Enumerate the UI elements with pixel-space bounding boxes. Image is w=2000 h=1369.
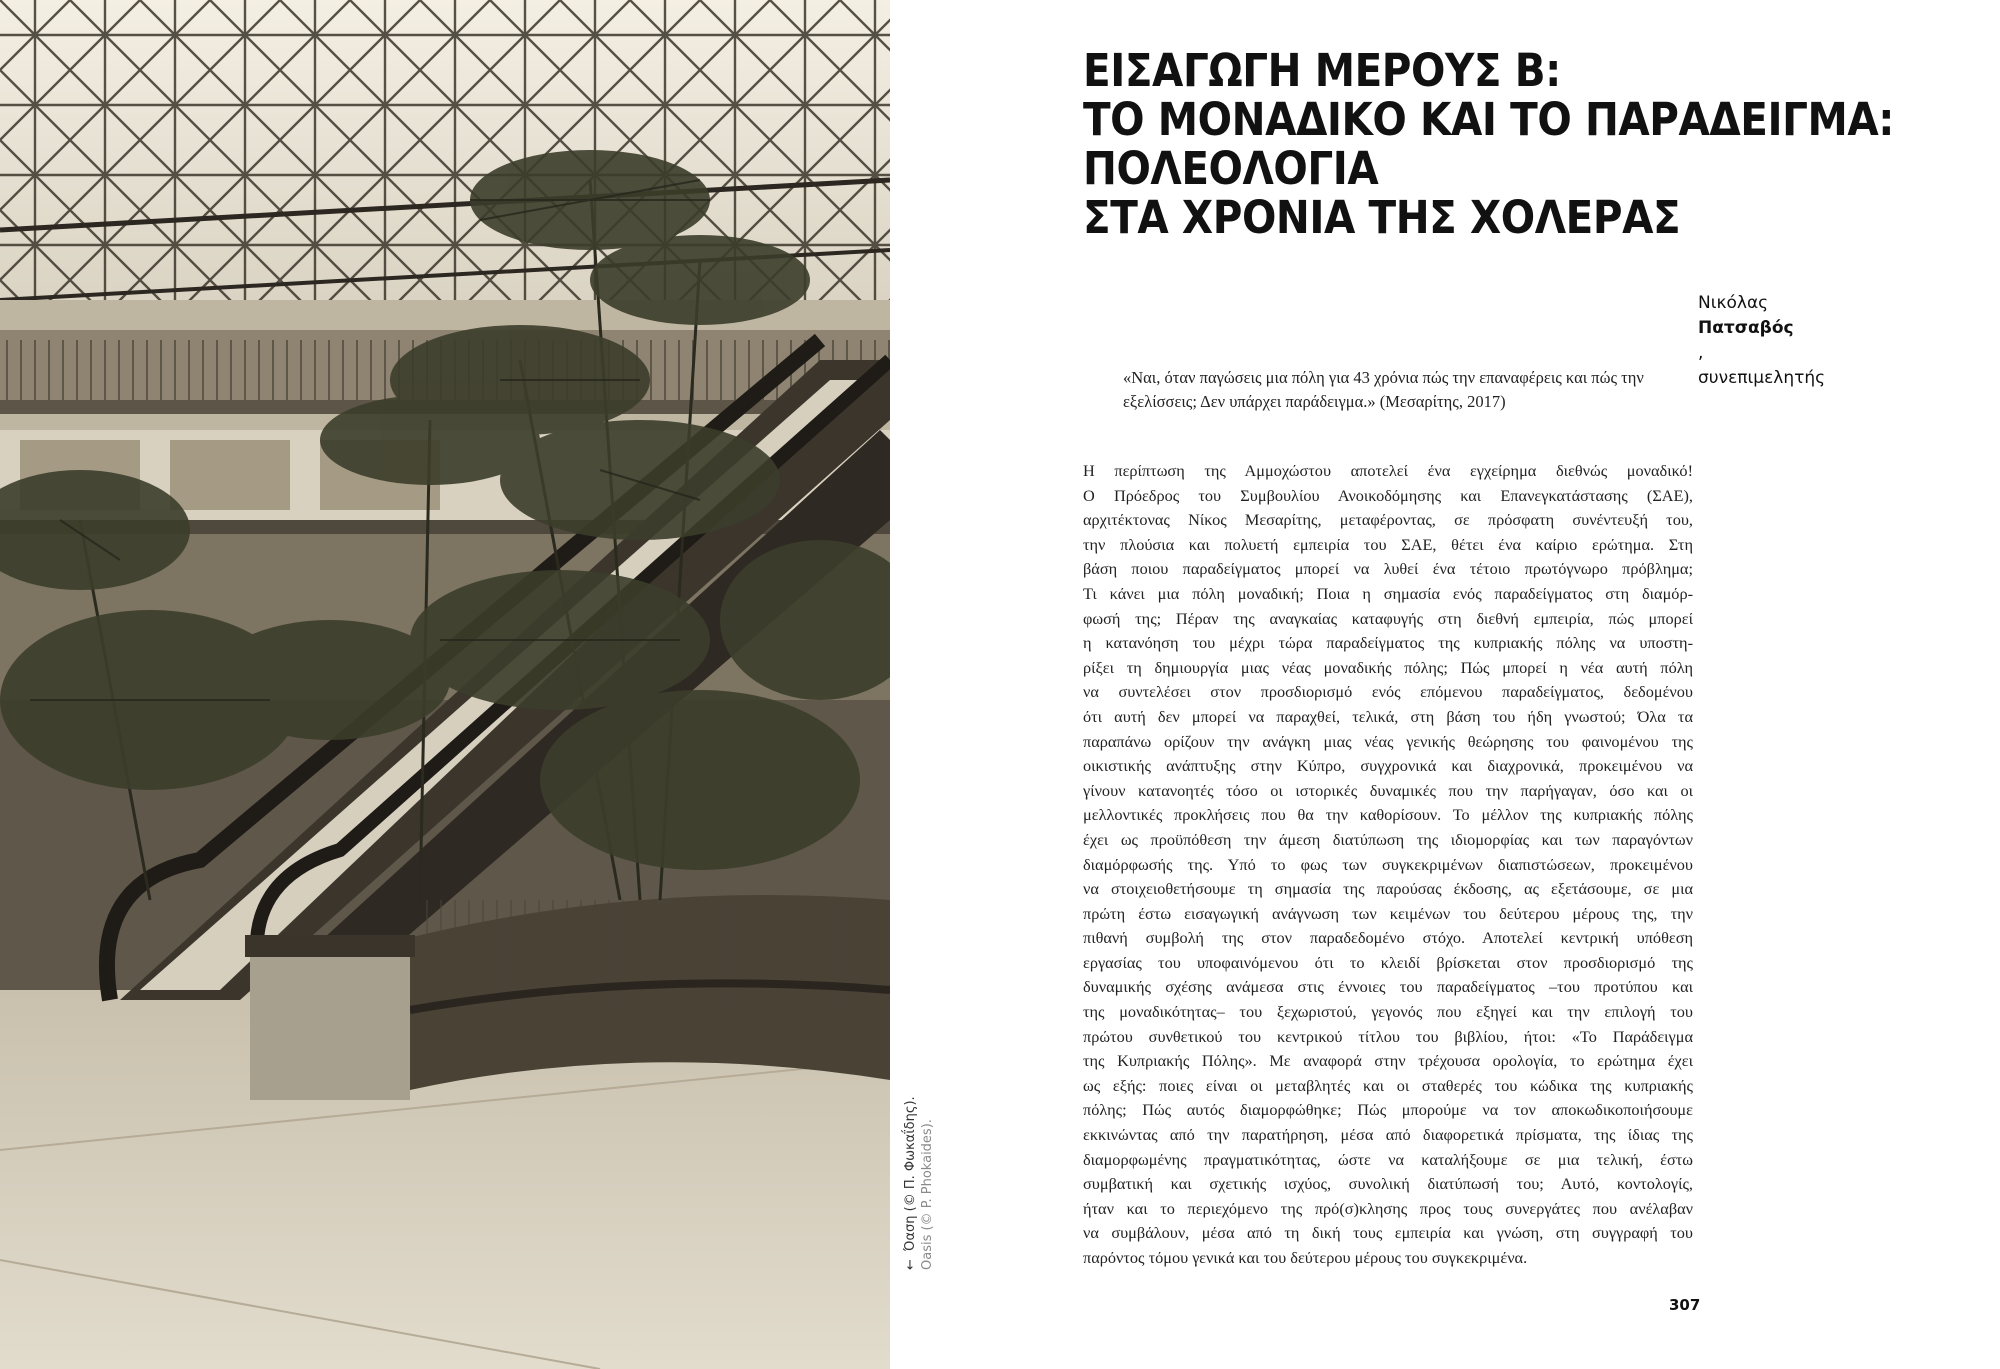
- body-text-line: πιθανή συμβολή της στον παραδεδομένο στόχο. Αποτελεί κεντρική υπόθεση: [1083, 928, 1693, 948]
- author-role: συνεπιμελητής: [1698, 368, 1826, 388]
- author-first-name: Νικόλας: [1698, 293, 1769, 313]
- body-text-line: συμβατική και σχετικής ισχύος, συνολική διατύπωσή του; Αυτό, κοντολογίς,: [1083, 1174, 1693, 1194]
- arrow-left-icon: ←: [903, 1259, 918, 1270]
- chapter-title-line: ΣΤΑ ΧΡΟΝΙΑ ΤΗΣ ΧΟΛΕΡΑΣ: [1083, 191, 1681, 244]
- body-text-line: μελλοντικές προκλήσεις που θα την καθορίσουν. Το μέλλον της κυπριακής πόλης: [1083, 805, 1693, 825]
- body-text-line: έχει ως προϋπόθεση την άμεση διατύπωση της ιδιομορφίας και των παραγόντων: [1083, 829, 1693, 849]
- author-last-name: Πατσαβός: [1698, 318, 1794, 338]
- body-text-line: αρχιτέκτονας Νίκος Μεσαρίτης, μεταφέροντας, σε πρόσφατη συνέντευξή του,: [1083, 510, 1693, 530]
- body-text-line: της μοναδικότητας– του ξεχωριστού, γεγονός που εξηγεί και την επιλογή του: [1083, 1002, 1693, 1022]
- body-text-line: πόλης; Πώς αυτός διαμορφώθηκε; Πώς μπορούμε να τον αποκωδικοποιήσουμε: [1083, 1100, 1693, 1120]
- body-text-line: η κατανόηση του μέχρι τώρα παραδείγματος της κυπριακής πόλης να υποστη-: [1083, 633, 1693, 653]
- body-text-line: της Κυπριακής Πόλης». Με αναφορά στην τρέχουσα ορολογία, το ερώτημα έχει: [1083, 1051, 1693, 1071]
- body-text-line: διαμορφωμένης πραγματικότητας, ώστε να καταλήξουμε σε μια τελική, έστω: [1083, 1149, 1693, 1169]
- body-text-line: Τι κάνει μια πόλη μοναδική; Ποια η σημασία ενός παραδείγματος στη διαμόρ-: [1083, 583, 1693, 603]
- body-text-line: διαμόρφωσής της. Υπό το φως των συγκεκριμένων διαπιστώσεων, προκειμένου: [1083, 854, 1693, 874]
- caption-english-text: Oasis (© P. Phokaides).: [920, 1119, 935, 1270]
- body-text-line: παρόντος τόμου γενικά και του δεύτερου μέρους του συγκεκριμένα.: [1083, 1248, 1528, 1267]
- chapter-title: [1083, 46, 1894, 242]
- body-text-line: Ο Πρόεδρος του Συμβουλίου Ανοικοδόμησης και Επανεγκατάστασης (ΣΑΕ),: [1083, 485, 1693, 505]
- chapter-title-line: ΕΙΣΑΓΩΓΗ ΜΕΡΟΥΣ Β:: [1083, 44, 1561, 97]
- body-text-line: εκκινώντας από την παρατήρηση, μέσα από διαφορετικά πρίσματα, της ίδιας της: [1083, 1125, 1693, 1145]
- body-text-line: γίνουν κατανοητές τόσο οι ιστορικές δυναμικές που την παρήγαγαν, όσο και οι: [1083, 780, 1693, 800]
- body-text-line: παραπάνω ορίζουν την ανάγκη μιας νέας γενικής θεώρησης του φαινομένου της: [1083, 731, 1693, 751]
- body-text-line: ότι αυτή δεν μπορεί να παραχθεί, τελικά, στη βάση του ήδη γνωστού; Όλα τα: [1083, 706, 1693, 726]
- author-byline: [1698, 291, 1825, 391]
- chapter-title-line: ΤΟ ΜΟΝΑΔΙΚΟ ΚΑΙ ΤΟ ΠΑΡΑΔΕΙΓΜΑ:: [1083, 93, 1894, 146]
- body-text-line: την πλούσια και πολυετή εμπειρία του ΣΑΕ, θέτει ένα καίριο ερώτημα. Στη: [1083, 534, 1693, 554]
- body-text-line: ήταν και το περιεχόμενο της πρό(σ)κλησης προς τους συνεργάτες που ανέλαβαν: [1083, 1198, 1693, 1218]
- body-text-line: να συντελέσει στον προσδιορισμό ενός επόμενου παραδείγματος, δεδομένου: [1083, 682, 1693, 702]
- body-text-line: ρίξει τη δημιουργία μιας νέας μοναδικής πόλης; Πώς μπορεί η νέα αυτή πόλη: [1083, 657, 1693, 677]
- epigraph-quote: «Ναι, όταν παγώσεις μια πόλη για 43 χρόνια πώς την επαναφέρεις και πώς την εξελίσσεις; Δεν υπάρχει παράδειγμα.» (Μεσαρίτης, 2017): [1123, 368, 1644, 411]
- photo-illustration: [0, 0, 890, 1369]
- body-text-line: βάση ποιου παραδείγματος μπορεί να λυθεί ένα τέτοιο πρωτόγνωρο πρόβλημα;: [1083, 559, 1693, 579]
- atrium-photograph: [0, 0, 890, 1369]
- body-text-line: πρώτου συνθετικού του κεντρικού τίτλου του βιβλίου, ήτοι: «Το Παράδειγμα: [1083, 1026, 1693, 1046]
- author-name-line: [1698, 291, 1825, 366]
- body-text-line: δυναμικής σχέσης ανάμεσα στις έννοιες του παραδείγματος –του προτύπου και: [1083, 977, 1693, 997]
- body-paragraph: [1083, 459, 1693, 1271]
- body-text-line: πρώτη έστω εισαγωγική ανάγνωση των κειμένων του δεύτερου μέρους της, την: [1083, 903, 1693, 923]
- body-text-line: οικιστικής ανάπτυξης στην Κύπρο, συγχρονικά και διαχρονικά, προκειμένου να: [1083, 756, 1693, 776]
- text-page: [890, 0, 2000, 1369]
- body-text-line: να στοιχειοθετήσουμε τη σημασία της παρούσας έκδοσης, ας εξετάσουμε, σε μια: [1083, 879, 1693, 899]
- body-text-line: Η περίπτωση της Αμμοχώστου αποτελεί ένα εγχείρημα διεθνώς μοναδικό!: [1083, 461, 1693, 480]
- body-text-line: εργασίας του υποφαινόμενου ότι το κλειδί βρίσκεται στον προσδιορισμό της: [1083, 952, 1693, 972]
- body-text-line: ως εξής: ποιες είναι οι μεταβλητές και οι σταθερές του κώδικα της κυπριακής: [1083, 1075, 1693, 1095]
- page-number: 307: [1669, 1296, 1701, 1314]
- author-comma: ,: [1698, 343, 1704, 363]
- body-text-line: φωσή της; Πέραν της αναγκαίας καταφυγής στη διεθνή εμπειρία, πώς μπορεί: [1083, 608, 1693, 628]
- chapter-title-line: ΠΟΛΕΟΛΟΓΙΑ: [1083, 142, 1379, 195]
- caption-greek-text: Όαση (© Π. Φωκαΐδης).: [903, 1096, 918, 1252]
- body-text-line: να συμβάλουν, μέσα από τη δική τους εμπειρία και γνώση, στη συγγραφή του: [1083, 1223, 1693, 1243]
